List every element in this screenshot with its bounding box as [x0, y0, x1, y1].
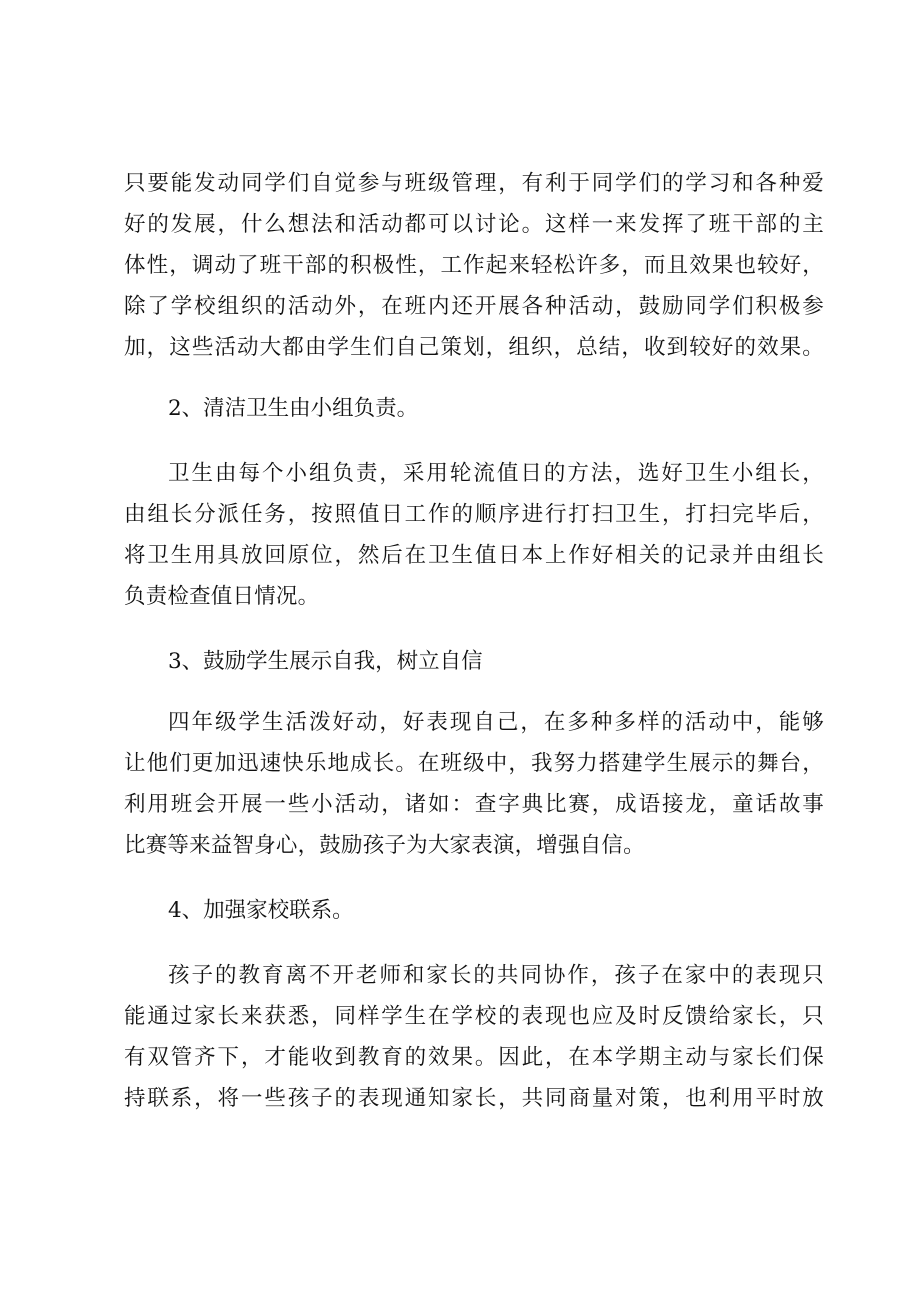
section-heading-2: 2、清洁卫生由小组负责。: [168, 396, 419, 421]
paragraph-line: 有双管齐下，才能收到教育的效果。因此，在本学期主动与家长们保: [124, 1045, 824, 1070]
paragraph-2: [124, 453, 824, 617]
paragraph-line: 持联系，将一些孩子的表现通知家长，共同商量对策，也利用平时放: [124, 1086, 824, 1111]
document-body: [124, 163, 824, 1119]
paragraph-4: [124, 955, 824, 1119]
paragraph-1: [124, 163, 824, 368]
paragraph-line: 将卫生用具放回原位，然后在卫生值日本上作好相关的记录并由组长: [124, 543, 824, 568]
paragraph-line: 除了学校组织的活动外，在班内还开展各种活动，鼓励同学们积极参: [124, 294, 824, 319]
paragraph-line: 孩子的教育离不开老师和家长的共同协作，孩子在家中的表现只: [168, 963, 824, 988]
section-heading-4: 4、加强家校联系。: [168, 898, 354, 923]
paragraph-line: 加，这些活动大都由学生们自己策划，组织，总结，收到较好的效果。: [124, 335, 824, 360]
paragraph-line: 四年级学生活泼好动，好表现自己，在多种多样的活动中，能够: [168, 710, 824, 735]
paragraph-line: 负责检查值日情况。: [124, 584, 320, 609]
paragraph-line: 体性，调动了班干部的积极性，工作起来轻松许多，而且效果也较好，: [124, 253, 824, 278]
paragraph-line: 让他们更加迅速快乐地成长。在班级中，我努力搭建学生展示的舞台，: [124, 751, 824, 776]
paragraph-line: 卫生由每个小组负责，采用轮流值日的方法，选好卫生小组长，: [168, 461, 824, 486]
paragraph-line: 能通过家长来获悉，同样学生在学校的表现也应及时反馈给家长，只: [124, 1004, 824, 1029]
section-heading-3: 3、鼓励学生展示自我，树立自信: [168, 649, 483, 674]
paragraph-line: 利用班会开展一些小活动，诸如：查字典比赛，成语接龙，童话故事: [124, 792, 824, 817]
paragraph-line: 只要能发动同学们自觉参与班级管理，有利于同学们的学习和各种爱: [124, 171, 824, 196]
paragraph-line: 好的发展，什么想法和活动都可以讨论。这样一来发挥了班干部的主: [124, 212, 824, 237]
paragraph-3: [124, 702, 824, 866]
paragraph-line: 比赛等来益智身心，鼓励孩子为大家表演，增强自信。: [124, 833, 645, 858]
paragraph-line: 由组长分派任务，按照值日工作的顺序进行打扫卫生，打扫完毕后，: [124, 502, 824, 527]
